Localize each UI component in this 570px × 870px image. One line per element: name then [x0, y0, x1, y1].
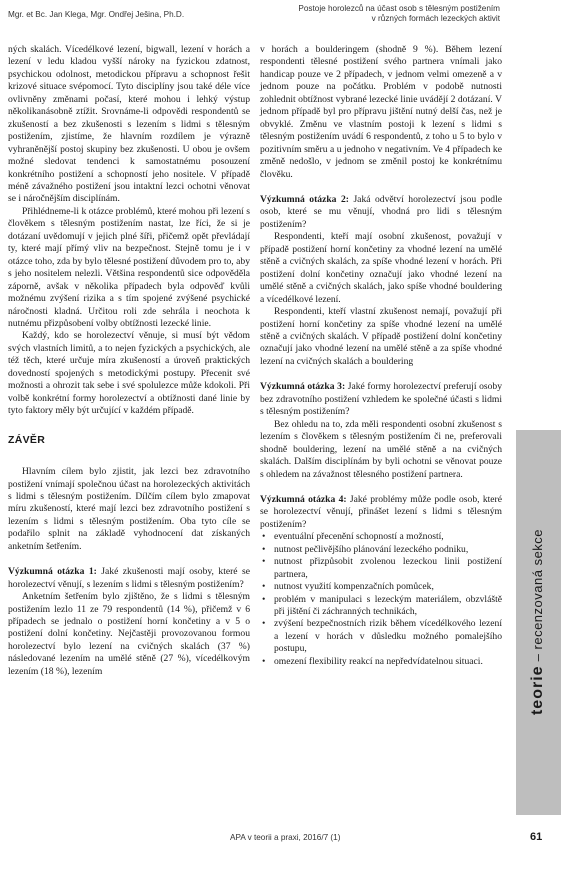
- list-item: • zvýšení bezpečnostních rizik během vícedélkového lezení a lezení v horách v důsledku možného pomalejšího postupu,: [260, 618, 502, 655]
- research-question-label: Výzkumná otázka 3:: [260, 381, 346, 393]
- list-item: • nutnost pečlivějšího plánování lezeckého podniku,: [260, 544, 502, 556]
- paragraph: v horách a boulderingem (shodně 9 %). Během lezení respondenti tělesné postižení svého partnera vnímali jako handicap pouze ve 2 případech, v jednom velmi omezeně a v jednom pouze na počátku. Problém v podobě nutnosti zohlednit obtížnost vybrané lezecké linie uvádějí 2 dotázaní. V jednom případě byl pro přípravu jištění nutný delší čas, než je obvyklé. Změnu ve vlastním postoji k lezení s lidmi s tělesným postižením uvádí 6 respondentů, z toho u 5 to bylo v pozitivním směru a u jednoho v negativním. Ve 4 případech ke změně nedošlo, v jednom se změnil postoj ke konkrétnímu člověku.: [260, 44, 502, 180]
- section-sidebar-label: [529, 529, 547, 715]
- sidebar-word-reviewed: recenzovaná sekce: [530, 528, 545, 650]
- sidebar-word-theory: teorie: [529, 665, 546, 716]
- header-authors: Mgr. et Bc. Jan Klega, Mgr. Ondřej Ješina, Ph.D.: [8, 10, 185, 19]
- list-item: • nutnost využití kompenzačních pomůcek,: [260, 581, 502, 593]
- paragraph: Každý, kdo se horolezectví věnuje, si musí být vědom svých vlastních limitů, a to nejen fyzických a psychických, ale též těch, které určuje míra zkušeností a úroveň praktických dovedností spojených s metodickými postupy. Přecenit své možnosti a ohrozit tak sebe i své spolulezce může kdokoli. Při volbě konkrétní formy horolezectví a obtížnosti dané linie by tyto faktory měly být určující v každém případě.: [8, 330, 250, 417]
- header-article-title: [298, 4, 500, 24]
- research-question-2: [260, 194, 502, 231]
- paragraph: Respondenti, kteří mají osobní zkušenost, považují v případě postižení horní končetiny za vhodné lezení na umělé stěně a cvičných skalách, za spíše vhodné lezení v horách. Při postižení dolní končetiny označují jako vhodné lezení na umělé stěně a cvičných skalách, jako spíše vhodné bouldering a vícedélkové lezení.: [260, 231, 502, 305]
- sidebar-dash: –: [530, 649, 545, 666]
- section-heading-conclusion: ZÁVĚR: [8, 433, 46, 446]
- list-item: • nutnost přizpůsobit zvolenou lezeckou linii postižení partnera,: [260, 556, 502, 581]
- research-question-label: Výzkumná otázka 1:: [8, 566, 97, 578]
- research-question-1: [8, 566, 250, 591]
- footer-journal: APA v teorii a praxi, 2016/7 (1): [230, 833, 341, 842]
- list-item: • omezení flexibility reakcí na nepředvídatelnou situaci.: [260, 656, 502, 668]
- paragraph: Hlavním cílem bylo zjistit, jak lezci bez zdravotního postižení vnímají společnou účast na horolezeckých aktivitách s lidmi s tělesným postižením. Dílčím cílem bylo zmapovat míru zkušeností, které mají lezci bez zdravotního postižení s lezením s lidmi s tělesným postižením. Oba tyto cíle se podařilo splnit na základě vyhodnocení dat získaných anketním šetřením.: [8, 466, 250, 552]
- paragraph: Anketním šetřením bylo zjištěno, že s lidmi s tělesným postižením lezlo 11 ze 79 respondentů (14 %), přičemž v 6 případech se jednalo o postižení horní končetiny a v 5 o postižení dolní končetiny. Nejčastěji provozovanou formou horolezectví bylo lezení na cvičných skalách (37 %) následované lezením na umělé stěně (27 %), vícedélkovým lezením (18 %), lezením: [8, 591, 250, 677]
- header-title-line-2: v různých formách lezeckých aktivit: [371, 14, 500, 23]
- research-question-text: Jaké formy horolezectví preferují osoby bez zdravotního postižení vzhledem ke společné účasti s lidmi s tělesným postižením?: [260, 381, 503, 418]
- research-question-3: [260, 381, 502, 418]
- right-column: [260, 44, 502, 668]
- research-question-4: [260, 494, 502, 531]
- research-question-text: Jaké problémy může podle osob, které se horolezectví věnují, přinášet lezení s lidmi s tělesným postižením?: [260, 493, 502, 530]
- section-sidebar-tab: [516, 430, 561, 815]
- list-item: • eventuální přecenění schopností a možností,: [260, 531, 502, 543]
- paragraph: Respondenti, kteří vlastní zkušenost nemají, považují při postižení horní končetiny za spíše vhodné lezení na umělé stěně a cvičných skalách. V případě postižení dolní končetiny označují jako vhodné lezení na umělé stěně a za spíše vhodné lezení na cvičných skalách a bouldering: [260, 306, 502, 367]
- header-title-line-1: Postoje horolezců na účast osob s tělesným postižením: [298, 4, 500, 13]
- research-question-label: Výzkumná otázka 2:: [260, 193, 349, 205]
- research-question-text: Jaká odvětví horolezectví jsou podle osob, které se mu věnují, vhodná pro lidi s tělesným postižením?: [260, 193, 502, 230]
- research-question-label: Výzkumná otázka 4:: [260, 493, 347, 505]
- problem-list: [260, 531, 502, 668]
- paragraph: Přihlédneme-li k otázce problémů, které mohou při lezení s člověkem s tělesným postižením nastat, lze říci, že si je dotázaní uvědomují v jejich plné šíři, přičemž opět převládají ty, které mají přímý vliv na bezpečnost. Stejně tomu je i v otázce toho, zda by bylo tělesné postižení důvodem pro to, aby s jeho nositelem nelezli. Většina respondentů sice odpověděla záporně, avšak v několika případech byla odpověď kvůli možnému zvýšení rizika a s tím spojené zvýšené psychické náročnosti kladná. Určitou roli zde sehrála i neochota k nutnému přizpůsobení volby obtížnosti lezecké linie.: [8, 205, 250, 329]
- left-column: [8, 44, 250, 678]
- paragraph: ných skalách. Vícedélkové lezení, bigwall, lezení v horách a lezení v ledu kladou vyšší nároky na fyzickou zdatnost, psychickou odolnost, metodickou přípravu a schopnost řešit krizové situace svépomocí. Tyto disciplíny jsou také déle více ovlivněny změnami počasí, které mohou i lehký výstup několikanásobně ztížit. Srovnáme-li odpovědi respondentů se zkušeností a bez zkušenosti s lezením s lidmi s tělesným postižením, zjistíme, že hlavním rozdílem je výrazně vyhraněnější postoj skupiny bez zkušenosti. U obou je ovšem možné sledovat tendenci k samostatnému posouzení konkrétního postižení a schopností jeho nositele. V případě méně závažného postižení jsou intaktní lezci ochotni věnovat se i náročnějším disciplínám.: [8, 44, 250, 205]
- paragraph: Bez ohledu na to, zda měli respondenti osobní zkušenost s lezením s člověkem s tělesným postižením či ne, preferovali shodně bouldering, lezení na umělé stěně a na cvičných skalách. Dalším disciplínám by byli ochotni se věnovat pouze s ohledem na závažnost tělesného postižení partnera.: [260, 418, 502, 480]
- list-item: • problém v manipulaci s lezeckým materiálem, obzvláště při jištění či záchranných technikách,: [260, 594, 502, 619]
- page-number: 61: [530, 831, 543, 843]
- research-question-text: Jaké zkušenosti mají osoby, které se horolezectví věnují, s lezením s lidmi s tělesným postižením?: [8, 566, 251, 590]
